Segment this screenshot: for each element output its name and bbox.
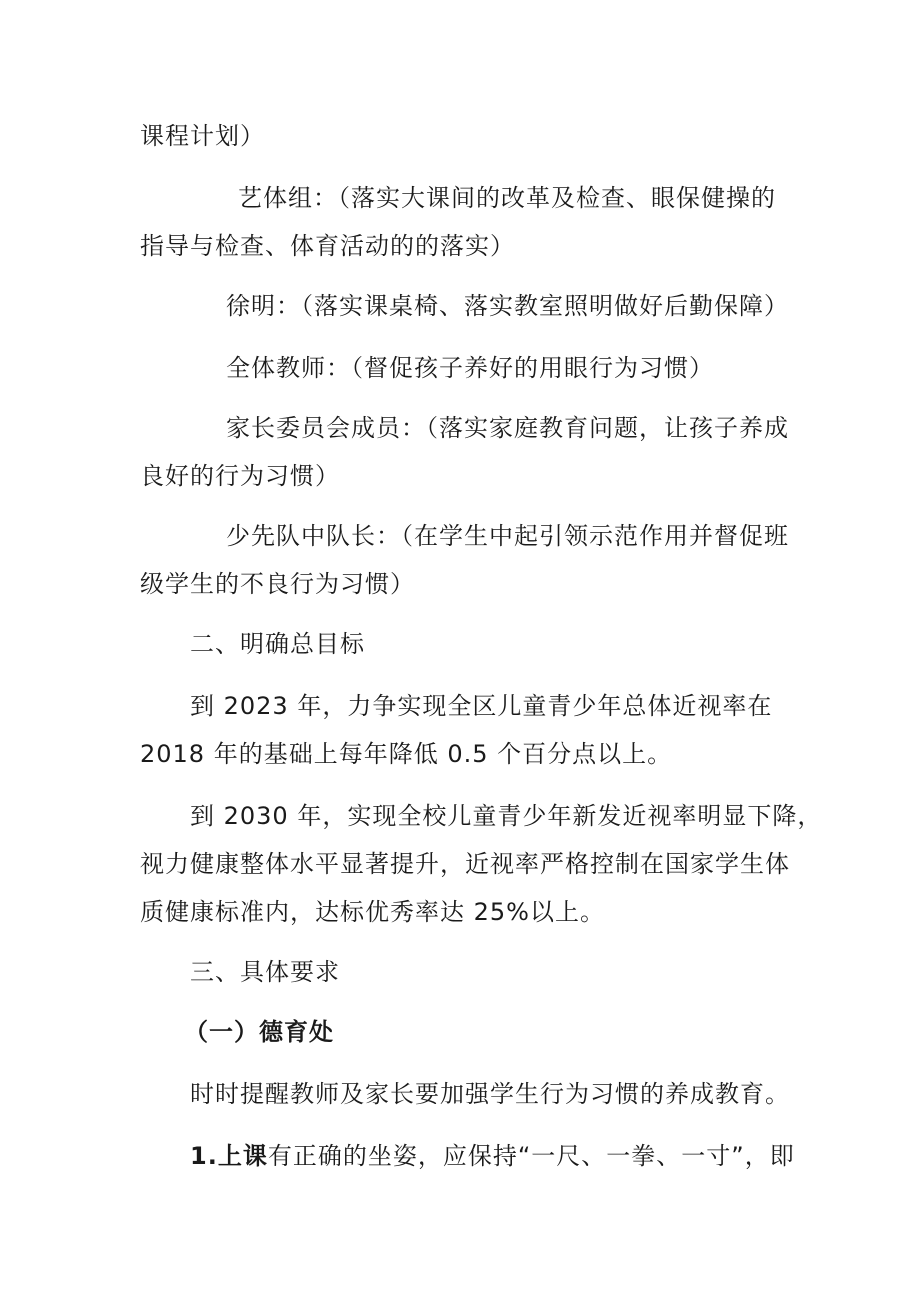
text-line: 艺体组：（落实大课间的改革及检查、眼保健操的 xyxy=(238,184,776,212)
text-line: 级学生的不良行为习惯） xyxy=(140,570,415,598)
section-heading: 三、具体要求 xyxy=(190,958,340,986)
text-line: 良好的行为习惯） xyxy=(140,462,340,490)
text-line: 徐明：（落实课桌椅、落实教室照明做好后勤保障） xyxy=(226,292,789,320)
text-line: 少先队中队长：（在学生中起引领示范作用并督促班 xyxy=(226,522,789,550)
text-line: 视力健康整体水平显著提升，近视率严格控制在国家学生体 xyxy=(140,850,790,878)
subsection-heading: （一）德育处 xyxy=(184,1018,334,1046)
text-line: 时时提醒教师及家长要加强学生行为习惯的养成教育。 xyxy=(190,1080,790,1108)
text-line: 全体教师：（督促孩子养好的用眼行为习惯） xyxy=(226,354,714,382)
text-line: 到 2030 年，实现全校儿童青少年新发近视率明显下降， xyxy=(190,802,823,830)
text-line xyxy=(190,1138,795,1174)
text-line: 指导与检查、体育活动的的落实） xyxy=(140,232,515,260)
text-rest: 有正确的坐姿，应保持“一尺、一拳、一寸”，即 xyxy=(267,1142,795,1170)
bold-prefix: 1.上课 xyxy=(190,1142,268,1170)
text-line: 质健康标准内，达标优秀率达 25%以上。 xyxy=(140,898,605,926)
text-line: 课程计划） xyxy=(140,122,265,150)
text-line: 家长委员会成员：（落实家庭教育问题，让孩子养成 xyxy=(226,414,789,442)
text-line: 到 2023 年，力争实现全区儿童青少年总体近视率在 xyxy=(190,692,773,720)
section-heading: 二、明确总目标 xyxy=(190,630,365,658)
text-line: 2018 年的基础上每年降低 0.5 个百分点以上。 xyxy=(140,740,673,768)
